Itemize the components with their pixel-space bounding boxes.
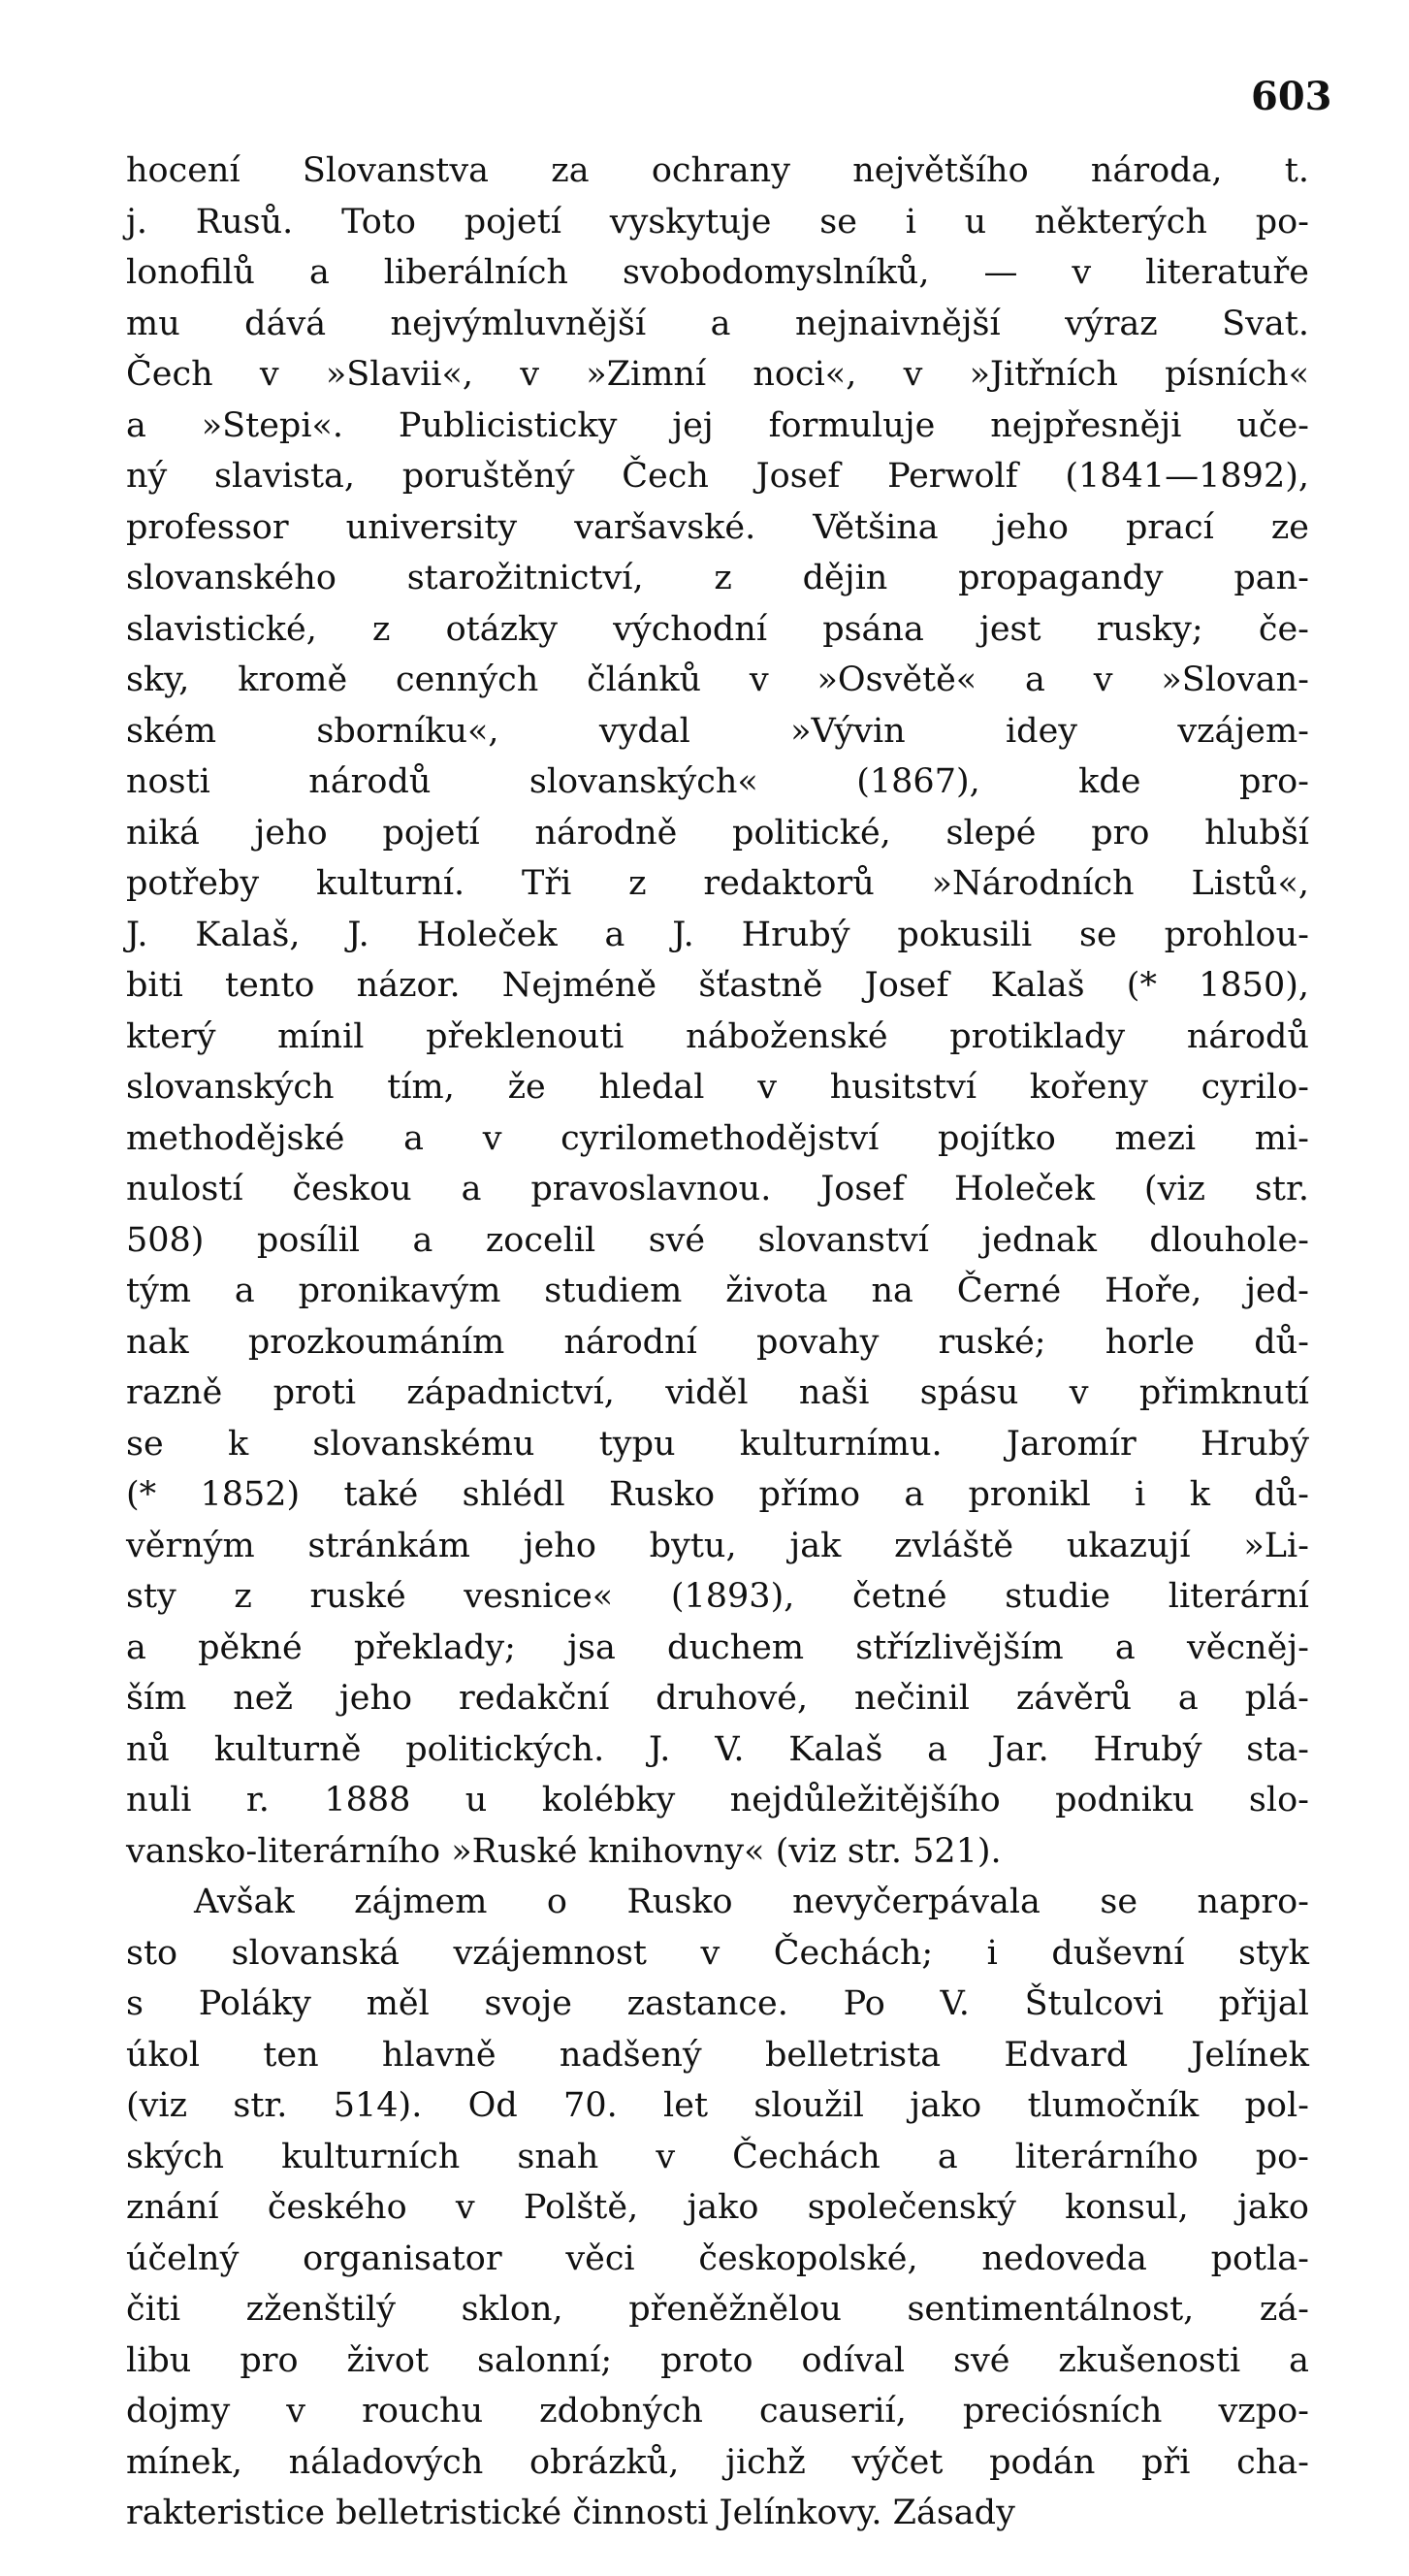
text-line: sto slovanská vzájemnost v Čechách; i duševní styk (126, 1933, 1309, 1973)
text-line: rakteristice belletristické činnosti Jelínkovy. Zásady (126, 2494, 1015, 2532)
text-line: slovanských tím, že hledal v husitství kořeny cyrilo- (126, 1068, 1309, 1107)
text-line: úkol ten hlavně nadšený belletrista Edvard Jelínek (126, 2035, 1309, 2075)
text-line: J. Kalaš, J. Holeček a J. Hrubý pokusili se prohlou- (126, 915, 1309, 954)
text-line: lonofilů a liberálních svobodomyslníků, — v literatuře (126, 253, 1309, 292)
text-line: niká jeho pojetí národně politické, slepé pro hlubší (126, 813, 1309, 853)
text-line: ný slavista, poruštěný Čech Josef Perwolf (1841—1892), (126, 457, 1309, 496)
text-line: sky, kromě cenných článků v »Osvětě« a v »Slovan- (126, 660, 1309, 699)
text-line: mu dává nejvýmluvnější a nejnaivnější výraz Svat. (126, 304, 1309, 343)
text-line: ském sborníku«, vydal »Vývin idey vzájem- (126, 711, 1309, 751)
text-line: mínek, náladových obrázků, jichž výčet podán při cha- (126, 2442, 1309, 2482)
text-line: potřeby kulturní. Tři z redaktorů »Národních Listů«, (126, 864, 1309, 903)
text-line: znání českého v Polště, jako společenský konsul, jako (126, 2188, 1309, 2227)
text-line: professor university varšavské. Většina jeho prací ze (126, 507, 1309, 547)
text-line: sty z ruské vesnice« (1893), četné studie literární (126, 1577, 1309, 1616)
body-text (126, 145, 1309, 2539)
text-line: a »Stepi«. Publicisticky jej formuluje nejpřesněji uče- (126, 405, 1309, 445)
text-line: nulostí českou a pravoslavnou. Josef Holeček (viz str. (126, 1170, 1309, 1208)
text-line: libu pro život salonní; proto odíval své zkušenosti a (126, 2340, 1309, 2380)
text-line: nak prozkoumáním národní povahy ruské; horle dů- (126, 1322, 1309, 1362)
text-line: věrným stránkám jeho bytu, jak zvláště ukazují »Li- (126, 1526, 1309, 1565)
text-line: methodějské a v cyrilomethodějství pojítko mezi mi- (126, 1118, 1309, 1158)
text-line: dojmy v rouchu zdobných causerií, preciósních vzpo- (126, 2392, 1309, 2431)
text-line: se k slovanskému typu kulturnímu. Jaromír Hrubý (126, 1424, 1309, 1464)
text-line: nosti národů slovanských« (1867), kde pro- (126, 762, 1309, 801)
text-line: Čech v »Slavii«, v »Zimní noci«, v »Jitřních písních« (126, 355, 1309, 394)
text-line: slavistické, z otázky východní psána jest rusky; če- (126, 609, 1309, 649)
text-line: biti tento názor. Nejméně šťastně Josef Kalaš (* 1850), (126, 966, 1309, 1005)
text-line: s Poláky měl svoje zastance. Po V. Štulcovi přijal (126, 1984, 1309, 2023)
text-line: účelný organisator věci českopolské, nedoveda potla- (126, 2238, 1309, 2278)
page-number: 603 (1251, 74, 1332, 119)
text-line: vansko-literárního »Ruské knihovny« (viz str. 521). (126, 1831, 1002, 1871)
text-line: 508) posílil a zocelil své slovanství jednak dlouhole- (126, 1220, 1309, 1260)
text-line: (viz str. 514). Od 70. let sloužil jako tlumočník pol- (126, 2086, 1309, 2125)
text-line: nuli r. 1888 u kolébky nejdůležitějšího podniku slo- (126, 1781, 1309, 1819)
text-line: slovanského starožitnictví, z dějin propagandy pan- (126, 559, 1309, 597)
text-line: a pěkné překlady; jsa duchem střízlivějším a věcněj- (126, 1627, 1309, 1667)
text-line: nů kulturně politických. J. V. Kalaš a Jar. Hrubý sta- (126, 1729, 1309, 1769)
text-line: ším než jeho redakční druhové, nečinil závěrů a plá- (126, 1679, 1309, 1718)
text-line: který mínil překlenouti náboženské protiklady národů (126, 1016, 1309, 1056)
text-line: (* 1852) také shlédl Rusko přímo a pronikl i k dů- (126, 1475, 1309, 1514)
text-line: Avšak zájmem o Rusko nevyčerpávala se napro- (194, 1883, 1309, 1921)
text-line: razně proti západnictví, viděl naši spásu v přimknutí (126, 1373, 1309, 1412)
text-line: tým a pronikavým studiem života na Černé Hoře, jed- (126, 1272, 1309, 1310)
text-line: j. Rusů. Toto pojetí vyskytuje se i u některých po- (126, 202, 1309, 242)
text-line: ských kulturních snah v Čechách a literárního po- (126, 2137, 1309, 2176)
text-line: hocení Slovanstva za ochrany největšího národa, t. (126, 151, 1309, 190)
text-line: čiti zženštilý sklon, přeněžnělou sentimentálnost, zá- (126, 2290, 1309, 2329)
